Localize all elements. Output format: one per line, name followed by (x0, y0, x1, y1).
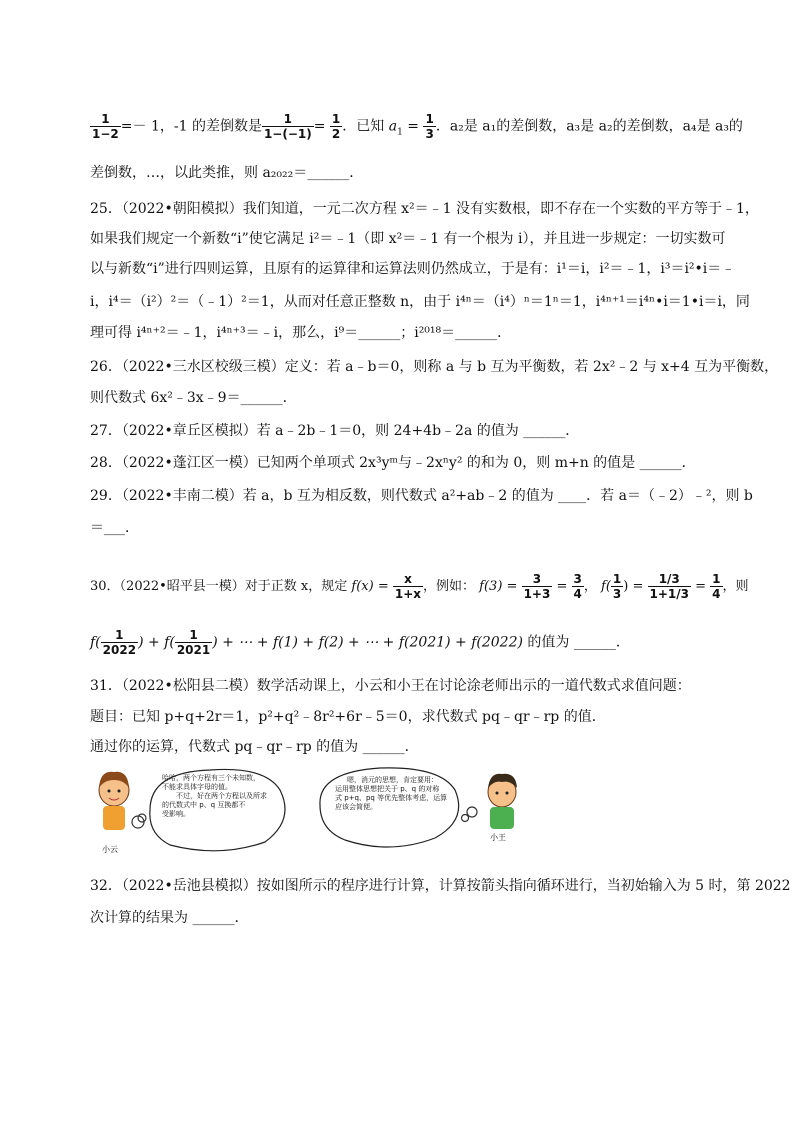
text: 的值为 ______． (527, 634, 630, 651)
q25-line4: i，i⁴＝（i²）²＝（﹣1）²＝1，从而对任意正整数 n，由于 i⁴ⁿ＝（i⁴）ⁿ＝1ⁿ＝1，i⁴ⁿ⁺¹＝i⁴ⁿ•i＝1•i＝i，同 (90, 294, 750, 310)
fdef-fraction: $\frac{x}{1+x}$ (394, 572, 422, 601)
ex1-fraction: $\frac{3}{1+3}$ (523, 572, 551, 601)
ex2-in: $\frac{1}{3}$ (612, 572, 622, 601)
text: ，例如： (423, 579, 476, 594)
eq-text: =－ 1 (120, 118, 160, 135)
q25-line1: 25．（2022•朝阳模拟）我们知道，一元二次方程 x²＝﹣1 没有实数根，即不存在一个实数的平方等于﹣1， (90, 201, 759, 217)
ex1-result: $\frac{3}{4}$ (573, 572, 582, 601)
f-def: f(x) = (351, 579, 393, 594)
sum: f( (90, 634, 101, 651)
ex1: f(3) = (479, 579, 522, 594)
ex2: f( (601, 579, 611, 594)
q25-line5: 理可得 i⁴ⁿ⁺²＝﹣1，i⁴ⁿ⁺³＝﹣i，那么，i⁹＝______；i²⁰¹⁸＝______． (90, 325, 512, 341)
q28-line1: 28．（2022•蓬江区一模）已知两个单项式 2x³yᵐ与﹣2xⁿy² 的和为 0，则 m+n 的值是 ______． (90, 455, 696, 471)
sum: ) + ⋯ + f(1) + f(2) + ⋯ + f(2021) + f(2022) (212, 634, 523, 651)
q29-line1: 29．（2022•丰南二模）若 a，b 互为相反数，则代数式 a²+ab﹣2 的值为 ____．若 a＝（﹣2）﹣²，则 b (90, 488, 753, 504)
text: ．已知 (342, 118, 385, 135)
eq: = (691, 579, 711, 594)
text: ，则 (722, 579, 749, 594)
q30-line1 (90, 572, 749, 601)
girl-figure (99, 772, 146, 830)
text: ， (583, 579, 597, 594)
text: ．a₂是 a₁的差倒数，a₃是 a₂的差倒数，a₄是 a₃的 (435, 118, 743, 135)
right-bubble-text: 嗯，消元的思想，肯定要用： 运用整体思想把关于 p、q 的对称 式 p+q、pq 等优先整体考虑，运算 应该会简便。 (335, 776, 448, 811)
q25-line3: 以与新数“i”进行四则运算，且原有的运算律和运算法则仍然成立，于是有：i¹＝i，i²＝﹣1，i³＝i²•i＝﹣ (90, 261, 736, 277)
ex2-fraction: $\frac{1/3}{1+1/3}$ (649, 572, 689, 601)
sum-frac-1: $\frac{1}{2022}$ (102, 628, 137, 657)
a1-sub: 1 (397, 127, 403, 138)
q30-line2 (90, 628, 630, 657)
q26-line1: 26．（2022•三水区校级三模）定义：若 a﹣b＝0，则称 a 与 b 互为平衡数，若 2x²﹣2 与 x+4 互为平衡数， (90, 359, 779, 375)
q24-line1 (90, 112, 743, 142)
eq-text: = (313, 118, 330, 135)
q25-line2: 如果我们规定一个新数“i”使它满足 i²＝﹣1（即 x²＝﹣1 有一个根为 i），并且进一步规定：一切实数可 (90, 231, 726, 247)
sum-frac-2: $\frac{1}{2021}$ (176, 628, 211, 657)
q31-line1: 31．（2022•松阳县二模）数学活动课上，小云和小王在讨论涂老师出示的一道代数式求值问题： (90, 678, 691, 694)
q26-line2: 则代数式 6x²﹣3x﹣9＝______． (90, 390, 297, 406)
text: 30．（2022•昭平县一模）对于正数 x，规定 (90, 579, 348, 594)
dialogue-illustration (90, 760, 530, 860)
q31-line3: 通过你的运算，代数式 pq﹣qr﹣rp 的值为 ______． (90, 739, 419, 755)
fraction-4: $\frac{1}{3}$ (425, 112, 434, 141)
girl-name: 小云 (102, 845, 118, 854)
illustration-svg (90, 760, 530, 860)
boy-figure (488, 774, 517, 829)
q32-line2: 次计算的结果为 ______． (90, 910, 249, 926)
q31-line2: 题目：已知 p+q+2r＝1，p²+q²﹣8r²+6r﹣5＝0，求代数式 pq﹣qr﹣rp 的值． (90, 709, 606, 725)
fraction-2: $\frac{1}{1-(-1)}$ (263, 112, 312, 141)
q29-line2: ＝___． (90, 520, 139, 536)
left-bubble-text: 哈哈，两个方程有三个未知数， 不能求具体字母的值。 不过，好在两个方程以及所求 的代数式中 p、q 互换都不 受影响。 (162, 774, 267, 818)
ex2-result: $\frac{1}{4}$ (712, 572, 721, 601)
fraction-3: $\frac{1}{2}$ (331, 112, 341, 141)
a1-var: a (388, 118, 398, 135)
fraction-1: $\frac{1}{1-2}$ (92, 112, 119, 141)
eq: = (552, 579, 572, 594)
q32-line1: 32．（2022•岳池县模拟）按如图所示的程序进行计算，计算按箭头指向循环进行，当初始输入为 5 时，第 2022 (90, 878, 791, 894)
eq-text: = (402, 118, 424, 135)
q27-line1: 27．（2022•章丘区模拟）若 a﹣2b﹣1＝0，则 24+4b﹣2a 的值为 ______． (90, 423, 580, 439)
eq: ) = (623, 579, 648, 594)
sum: ) + f( (138, 634, 175, 651)
q24-line2: 差倒数，…，以此类推，则 a₂₀₂₂＝______． (90, 165, 364, 181)
boy-name: 小王 (490, 833, 506, 842)
text: ，-1 的差倒数是 (159, 118, 262, 135)
